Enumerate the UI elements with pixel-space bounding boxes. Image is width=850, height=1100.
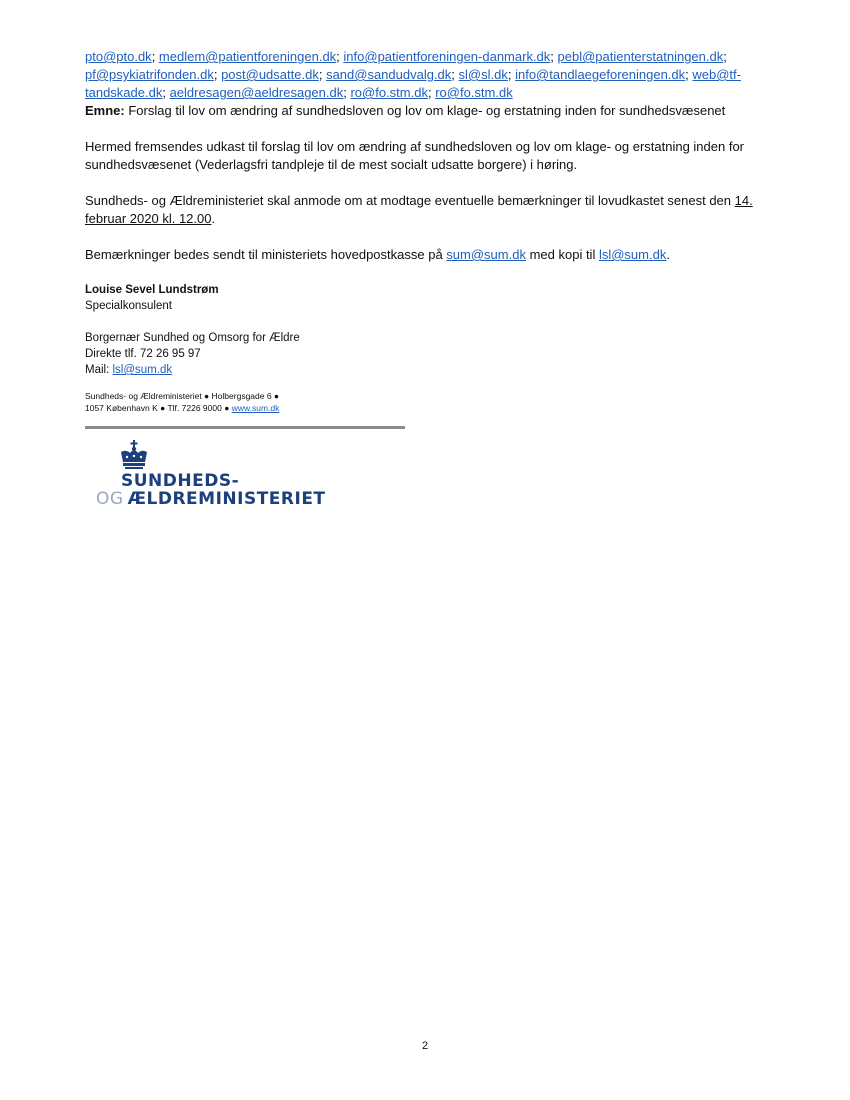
- address-line-1: Sundheds- og Ældreministeriet ● Holbergsgade 6 ●: [85, 391, 280, 401]
- body-paragraph-3: [85, 246, 765, 264]
- recipient-link[interactable]: ro@fo.stm.dk: [435, 85, 513, 100]
- recipient-link[interactable]: ro@fo.stm.dk: [350, 85, 428, 100]
- recipient-separator: ;: [151, 49, 159, 64]
- website-link[interactable]: www.sum.dk: [231, 403, 280, 413]
- recipient-link[interactable]: post@udsatte.dk: [221, 67, 319, 82]
- address-phone: 1057 København K ● Tlf. 7226 9000 ●: [85, 403, 232, 413]
- deadline-intro: Sundheds- og Ældreministeriet skal anmode om at modtage eventuelle bemærkninger til lovudkastet senest den: [85, 193, 735, 208]
- signature-title: Specialkonsulent: [85, 300, 172, 312]
- recipient-link[interactable]: info@tandlaegeforeningen.dk: [515, 67, 686, 82]
- recipient-separator: ;: [318, 67, 327, 82]
- recipient-separator: ;: [507, 67, 516, 82]
- logo-og: OG: [96, 489, 124, 509]
- email-document: [85, 48, 765, 414]
- mailbox-intro: Bemærkninger bedes sendt til ministeriets hovedpostkasse på: [85, 247, 447, 262]
- recipient-separator: ;: [213, 67, 222, 82]
- recipient-separator: ;: [336, 49, 344, 64]
- recipient-link[interactable]: sl@sl.dk: [458, 67, 508, 82]
- body-paragraph-2: [85, 192, 765, 228]
- recipient-link[interactable]: pto@pto.dk: [85, 49, 152, 64]
- recipient-link[interactable]: medlem@patientforeningen.dk: [158, 49, 337, 64]
- signature-department: Borgernær Sundhed og Omsorg for Ældre: [85, 332, 300, 344]
- signature-name: Louise Sevel Lundstrøm: [85, 284, 219, 296]
- recipient-list: [85, 48, 765, 102]
- recipient-link[interactable]: pebl@patienterstatningen.dk: [557, 49, 724, 64]
- signature-divider: [85, 426, 405, 429]
- recipient-link[interactable]: web@tf-tandskade.dk: [85, 67, 741, 100]
- recipient-separator: ;: [723, 49, 727, 64]
- recipient-link[interactable]: sand@sandudvalg.dk: [326, 67, 452, 82]
- recipient-link[interactable]: pf@psykiatrifonden.dk: [85, 67, 214, 82]
- recipient-separator: ;: [685, 67, 693, 82]
- recipient-separator: ;: [451, 67, 459, 82]
- subject-text: Forslag til lov om ændring af sundhedsloven og lov om klage- og erstatning inden for sundhedsvæsenet: [128, 103, 726, 118]
- subject-line: [85, 102, 765, 120]
- crown-icon: [118, 440, 150, 470]
- mailbox-end: .: [666, 247, 670, 262]
- address-line-2: [85, 402, 765, 414]
- recipient-separator: ;: [427, 85, 436, 100]
- subject-label: Emne:: [85, 103, 125, 118]
- recipient-separator: ;: [550, 49, 558, 64]
- logo-line-2: [96, 489, 326, 509]
- copy-mail-link[interactable]: lsl@sum.dk: [598, 247, 667, 262]
- deadline-date: 14. februar 2020 kl. 12.00: [85, 193, 753, 226]
- recipient-link[interactable]: aeldresagen@aeldresagen.dk: [169, 85, 344, 100]
- recipient-separator: ;: [162, 85, 170, 100]
- deadline-end: .: [211, 211, 216, 226]
- main-mailbox-link[interactable]: sum@sum.dk: [446, 247, 526, 262]
- signature-phone: Direkte tlf. 72 26 95 97: [85, 348, 201, 360]
- body-paragraph-1: Hermed fremsendes udkast til forslag til lov om ændring af sundhedsloven og lov om klage- og erstatning inden for sundhedsvæsenet (Vederlagsfri tandpleje til de mest socialt udsatte borgere) i høring.: [85, 139, 745, 172]
- logo-line-1: SUNDHEDS-: [121, 471, 240, 491]
- logo-ministry: ÆLDREMINISTERIET: [127, 489, 326, 509]
- mail-label: Mail:: [85, 364, 113, 376]
- recipient-separator: ;: [343, 85, 351, 100]
- copy-text: med kopi til: [525, 247, 599, 262]
- signature-mail: [85, 362, 765, 378]
- recipient-link[interactable]: info@patientforeningen-danmark.dk: [343, 49, 551, 64]
- signature-mail-link[interactable]: lsl@sum.dk: [112, 364, 173, 376]
- ministry-logo: [96, 440, 326, 510]
- page-number: 2: [421, 1040, 429, 1052]
